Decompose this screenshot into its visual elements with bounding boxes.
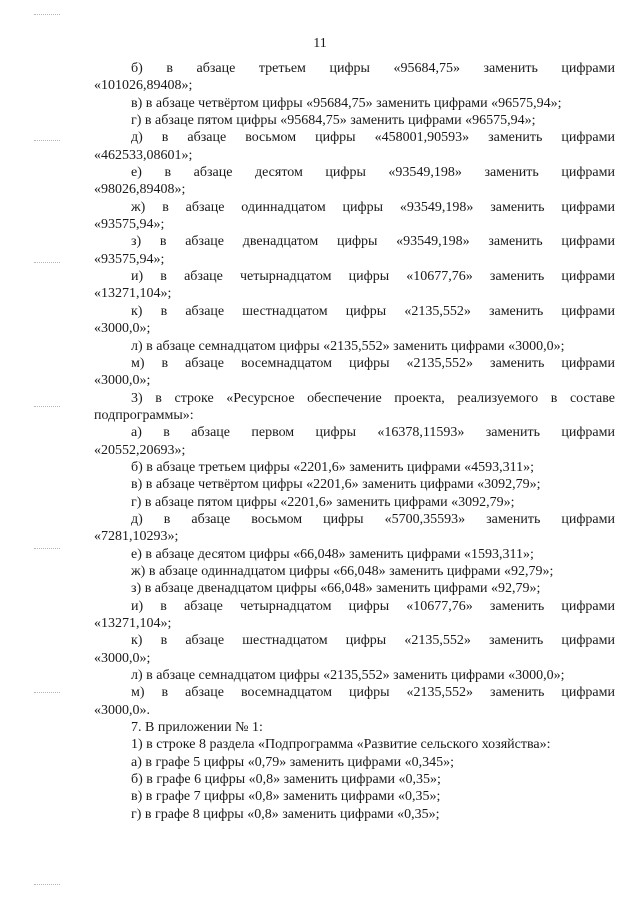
text-line: б) в абзаце третьем цифры «2201,6» заменить цифрами «4593,311»; — [131, 459, 535, 475]
text-line: «7281,10293»; — [94, 529, 179, 545]
margin-mark — [34, 140, 60, 145]
text-line: 3) в строке «Ресурсное обеспечение проекта, реализуемого в составе — [131, 390, 615, 406]
text-line: в) в графе 7 цифры «0,8» заменить цифрами «0,35»; — [131, 789, 441, 805]
text-line: «3000,0». — [94, 702, 150, 718]
text-line: «3000,0»; — [94, 373, 151, 389]
text-line: е) в абзаце десятом цифры «66,048» заменить цифрами «1593,311»; — [131, 546, 534, 562]
text-line: л) в абзаце семнадцатом цифры «2135,552» заменить цифрами «3000,0»; — [131, 668, 565, 684]
text-line: к) в абзаце шестнадцатом цифры «2135,552» заменить цифрами — [131, 303, 615, 319]
text-line: «101026,89408»; — [94, 78, 193, 94]
text-line: е) в абзаце десятом цифры «93549,198» заменить цифрами — [131, 165, 615, 181]
text-line: «3000,0»; — [94, 321, 151, 337]
text-line: подпрограммы»: — [94, 407, 194, 423]
text-line: «462533,08601»; — [94, 147, 193, 163]
margin-mark — [34, 692, 60, 697]
text-line: в) в абзаце четвёртом цифры «2201,6» заменить цифрами «3092,79»; — [131, 477, 541, 493]
text-line: «3000,0»; — [94, 650, 151, 666]
text-line: г) в абзаце пятом цифры «95684,75» заменить цифрами «96575,94»; — [131, 113, 536, 129]
text-line: «13271,104»; — [94, 616, 172, 631]
page-number: 11 — [313, 36, 327, 51]
text-line: и) в абзаце четырнадцатом цифры «10677,76» заменить цифрами — [131, 269, 615, 285]
text-line: д) в абзаце восьмом цифры «458001,90593» заменить цифрами — [131, 130, 615, 146]
text-line: 7. В приложении № 1: — [131, 720, 263, 736]
text-line: г) в графе 8 цифры «0,8» заменить цифрами «0,35»; — [131, 806, 440, 822]
margin-mark — [34, 548, 60, 553]
text-line: б) в графе 6 цифры «0,8» заменить цифрами «0,35»; — [131, 772, 441, 788]
text-line: в) в абзаце четвёртом цифры «95684,75» заменить цифрами «96575,94»; — [131, 95, 562, 111]
margin-mark — [34, 406, 60, 411]
text-line: м) в абзаце восемнадцатом цифры «2135,552» заменить цифрами — [131, 685, 615, 701]
text-line: з) в абзаце двенадцатом цифры «93549,198» заменить цифрами — [131, 234, 615, 250]
text-line: г) в абзаце пятом цифры «2201,6» заменить цифрами «3092,79»; — [131, 494, 515, 510]
text-line: д) в абзаце восьмом цифры «5700,35593» заменить цифрами — [131, 511, 615, 527]
text-line: к) в абзаце шестнадцатом цифры «2135,552» заменить цифрами — [131, 633, 615, 649]
text-line: «93575,94»; — [94, 217, 165, 233]
text-line: а) в абзаце первом цифры «16378,11593» заменить цифрами — [131, 425, 615, 441]
text-line: а) в графе 5 цифры «0,79» заменить цифрами «0,345»; — [131, 754, 455, 770]
text-line: «20552,20693»; — [94, 442, 186, 458]
text-line: 1) в строке 8 раздела «Подпрограмма «Развитие сельского хозяйства»: — [131, 737, 551, 753]
text-line: л) в абзаце семнадцатом цифры «2135,552» заменить цифрами «3000,0»; — [131, 338, 565, 354]
text-line: з) в абзаце двенадцатом цифры «66,048» заменить цифрами «92,79»; — [131, 581, 541, 597]
text-line: м) в абзаце восемнадцатом цифры «2135,552» заменить цифрами — [131, 355, 615, 371]
margin-mark — [34, 14, 60, 19]
text-line: и) в абзаце четырнадцатом цифры «10677,76» заменить цифрами — [131, 598, 615, 614]
text-line: б) в абзаце третьем цифры «95684,75» заменить цифрами — [131, 61, 615, 76]
text-line: ж) в абзаце одиннадцатом цифры «66,048» заменить цифрами «92,79»; — [131, 563, 554, 579]
margin-mark — [34, 262, 60, 267]
text-line: «13271,104»; — [94, 286, 172, 302]
text-line: «98026,89408»; — [94, 182, 186, 198]
text-line: ж) в абзаце одиннадцатом цифры «93549,198» заменить цифрами — [131, 199, 615, 215]
document-body — [94, 60, 615, 823]
margin-mark — [34, 884, 60, 889]
text-line: «93575,94»; — [94, 251, 165, 267]
